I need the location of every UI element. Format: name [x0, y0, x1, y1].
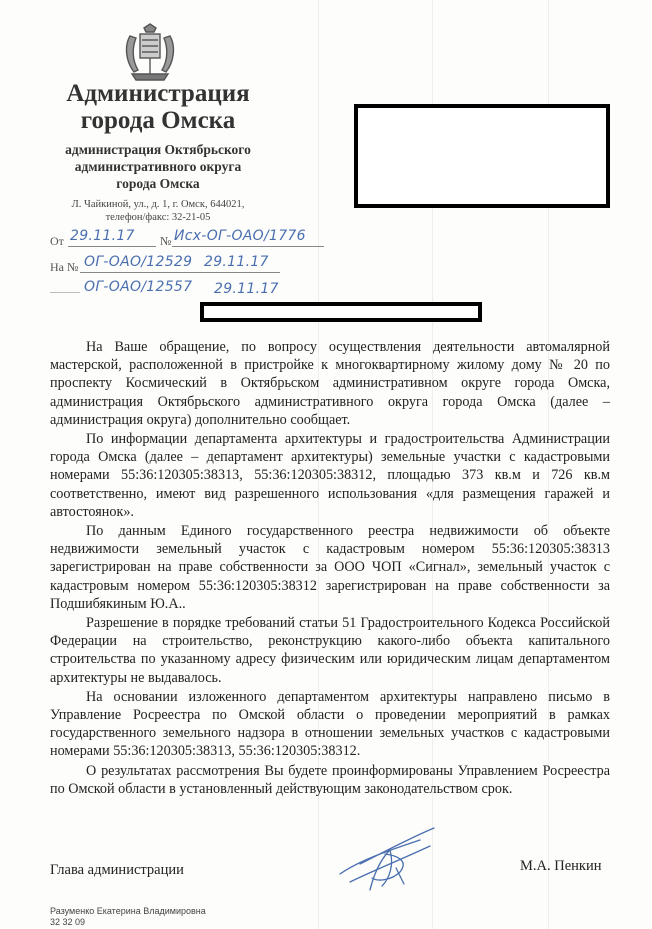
department-line: города Омска: [116, 176, 200, 191]
paragraph: По информации департамента архитектуры и градостроительства Администрации города Омска (далее – департамент архитектуры) земельные участки с кадастровыми номерами 55:36:120305:38313, 55:36:120305:38312, площадью 373 кв.м и 726 кв.м соответственно, имеют вид разрешенного использования «для размещения гаражей и автостоянок».: [50, 431, 610, 520]
address-line: телефон/факс: 32-21-05: [105, 212, 211, 223]
department-name: [40, 141, 276, 192]
redacted-addressee: [354, 104, 610, 208]
paragraph: На Ваше обращение, по вопросу осуществления деятельности автомалярной мастерской, расположенной в пристройке к многоквартирному жилому дому № 20 по проспекту Космический в Октябрьском административном округе города Омска, администрация Октябрьского административного округа города Омска (далее – администрация округа) дополнительно сообщает.: [50, 339, 610, 428]
executor-phone: 32 32 09: [50, 917, 86, 927]
from-date: 29.11.17: [70, 228, 135, 244]
paragraph: На основании изложенного департаментом архитектуры направлено письмо в Управление Росреестра по Омской области о проведении мероприятий в рамках государственного земельного надзора в отношении земельных участков с кадастровыми номерами 55:36:120305:38313, 55:36:120305:38312.: [50, 688, 610, 760]
coat-of-arms-icon: [118, 22, 182, 84]
executor-name: Разуменко Екатерина Владимировна: [50, 906, 206, 916]
signer-name: М.А. Пенкин: [520, 858, 602, 874]
ref-date: 29.11.17: [204, 254, 269, 270]
from-label: От: [50, 234, 64, 248]
ref-number: ОГ-ОАО/12557: [84, 279, 193, 295]
org-title-line: города Омска: [80, 107, 236, 134]
redacted-salutation: [200, 302, 482, 322]
underline: [172, 246, 324, 247]
signer-position: Глава администрации: [50, 862, 184, 878]
number-label: №: [160, 234, 172, 248]
outgoing-number: Исх-ОГ-ОАО/1776: [174, 228, 306, 244]
ref-label: На №: [50, 260, 79, 274]
underline: [68, 246, 156, 247]
paragraph: О результатах рассмотрения Вы будете проинформированы Управлением Росреестра по Омской области в установленный действующим законодательством срок.: [50, 762, 610, 797]
paragraph: Разрешение в порядке требований статьи 51 Градостроительного Кодекса Российской Федерации на строительство, реконструкцию какого-либо объекта капитального строительства по указанному адресу физическим или юридическим лицам департаментом архитектуры не выдавалось.: [50, 615, 610, 686]
paragraph: По данным Единого государственного реестра недвижимости об объекте недвижимости земельный участок с кадастровым номером 55:36:120305:38313 зарегистрирован на праве собственности за ООО ЧОП «Сигнал», земельный участок с кадастровым номером 55:36:120305:38312 зарегистрирован на праве собственности за Подшибякиным Ю.А..: [50, 523, 610, 612]
handwritten-signature-icon: [330, 820, 450, 900]
department-line: административного округа: [74, 159, 242, 174]
ref-number: ОГ-ОАО/12529: [84, 254, 193, 270]
address-line: Л. Чайкиной, ул., д. 1, г. Омск, 644021,: [71, 199, 245, 210]
underline: [80, 272, 280, 273]
department-line: администрация Октябрьского: [65, 142, 251, 157]
letter-body: [50, 338, 610, 799]
ref-date: 29.11.17: [214, 281, 279, 297]
address: [40, 198, 276, 224]
bracket-line: [50, 292, 80, 293]
org-title: [40, 80, 276, 134]
executor-info: [50, 906, 206, 928]
org-title-line: Администрация: [66, 80, 250, 107]
